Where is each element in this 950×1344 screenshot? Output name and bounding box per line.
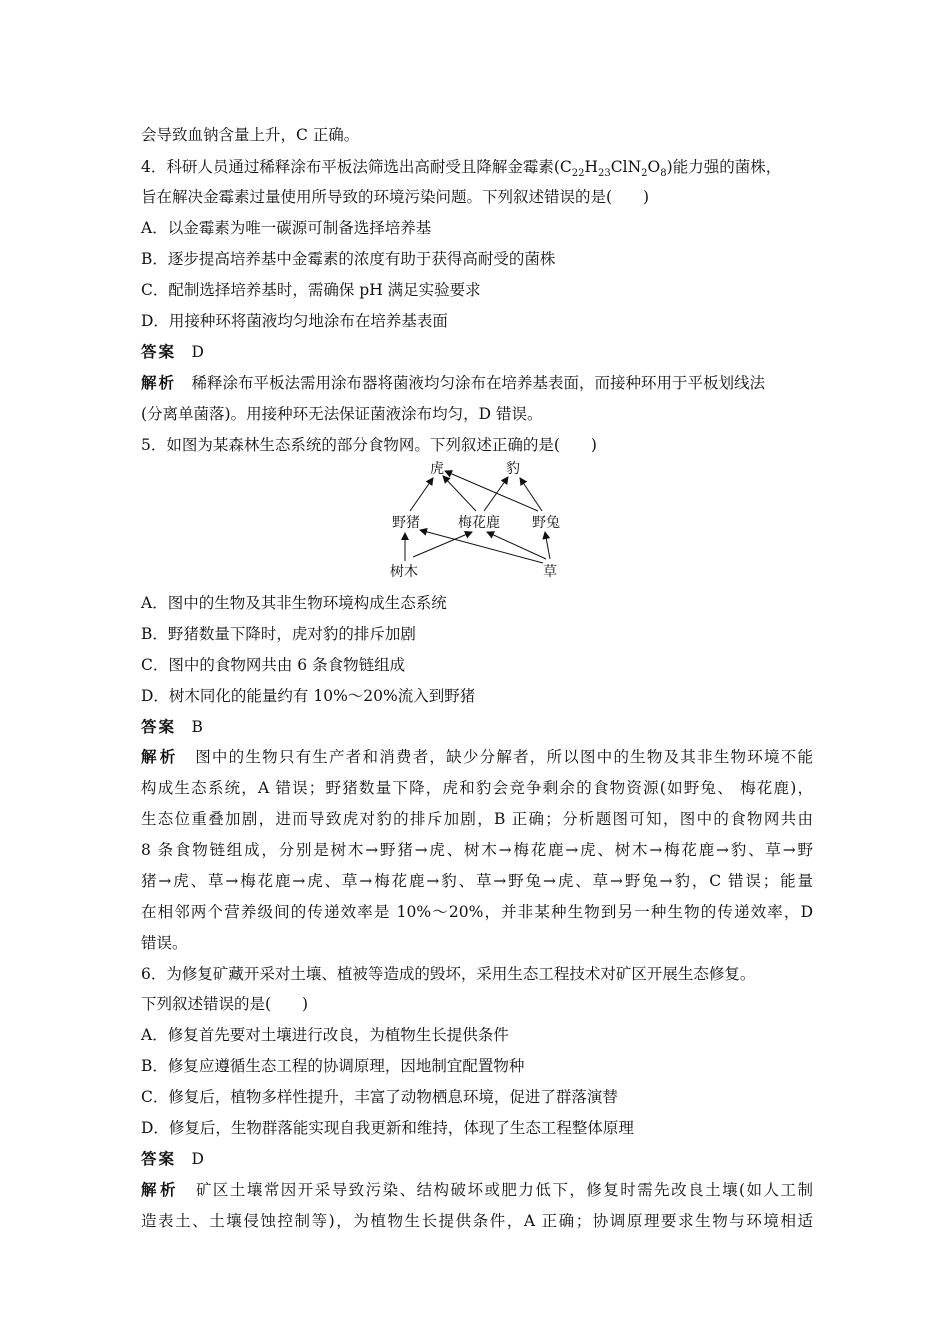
text-line: 构成生态系统，A 错误；野猪数量下降，虎和豹会竞争剩余的食物资源(如野兔、 梅花鹿)， <box>141 779 813 797</box>
explanation-label: 解析 <box>141 748 179 766</box>
subscript: 23 <box>598 168 611 180</box>
text-span: O <box>647 158 661 176</box>
arrow-boar-tiger <box>410 478 433 511</box>
answer-line <box>141 1148 813 1170</box>
subscript: 2 <box>641 168 648 180</box>
node-rabbit: 野兔 <box>532 515 560 531</box>
explanation-line <box>141 372 813 394</box>
text-span: ClN <box>610 158 642 176</box>
arrow-rabbit-tiger <box>445 471 538 511</box>
text-line: 会导致血钠含量上升，C 正确。 <box>141 126 360 144</box>
text-line: 8 条食物链组成，分别是树木→野猪→虎、树木→梅花鹿→虎、树木→梅花鹿→豹、草→野 <box>141 841 813 859</box>
text-span: 图中的生物只有生产者和消费者，缺少分解者，所以图中的生物及其非生物环境不能 <box>195 748 813 766</box>
option-a: A．图中的生物及其非生物环境构成生态系统 <box>141 594 447 612</box>
text-span: 稀释涂布平板法需用涂布器将菌液均匀涂布在培养基表面，而接种环用于平板划线法 <box>191 374 766 392</box>
option-c: C．修复后，植物多样性提升，丰富了动物栖息环境，促进了群落演替 <box>141 1088 618 1106</box>
option-d: D．树木同化的能量约有 10%～20%流入到野猪 <box>141 687 476 705</box>
answer-label: 答案 <box>141 718 177 736</box>
text-line: 下列叙述错误的是( ) <box>141 995 309 1013</box>
text-line: 生态位重叠加剧，进而导致虎对豹的排斥加剧，B 正确；分析题图可知，图中的食物网共由 <box>141 810 813 828</box>
text-line: 造表土、土壤侵蚀控制等)，为植物生长提供条件，A 正确；协调原理要求生物与环境相适 <box>141 1212 813 1230</box>
option-c: C．图中的食物网共由 6 条食物链组成 <box>141 656 406 674</box>
option-b: B．修复应遵循生态工程的协调原理，因地制宜配置物种 <box>141 1057 525 1075</box>
answer-line <box>141 341 813 363</box>
option-c: C．配制选择培养基时，需确保 pH 满足实验要求 <box>141 281 481 299</box>
node-grass: 草 <box>543 564 557 580</box>
question-5-stem: 5．如图为某森林生态系统的部分食物网。下列叙述正确的是( ) <box>141 436 597 454</box>
answer-value: D <box>191 343 204 361</box>
text-span: H <box>584 158 599 176</box>
answer-value: D <box>191 1150 204 1168</box>
text-span: )能力强的菌株， <box>666 158 782 176</box>
text-line: (分离单菌落)。用接种环无法保证菌液涂布均匀，D 错误。 <box>141 405 543 423</box>
node-leopard: 豹 <box>506 461 520 477</box>
node-tree: 树木 <box>390 564 418 580</box>
option-a: A．以金霉素为唯一碳源可制备选择培养基 <box>141 219 432 237</box>
food-web-diagram <box>380 453 570 583</box>
question-4-stem <box>141 156 813 178</box>
text-line: 猪→虎、草→梅花鹿→虎、草→梅花鹿→豹、草→野兔→虎、草→野兔→豹，C 错误；能量 <box>141 872 813 890</box>
arrow-grass-deer <box>487 532 546 559</box>
answer-line <box>141 716 813 738</box>
node-deer: 梅花鹿 <box>458 515 500 531</box>
text-line: 错误。 <box>141 934 188 952</box>
option-d: D．修复后，生物群落能实现自我更新和维持，体现了生态工程整体原理 <box>141 1119 634 1137</box>
arrow-rabbit-leopard <box>520 478 542 511</box>
option-b: B．逐步提高培养基中金霉素的浓度有助于获得高耐受的菌株 <box>141 250 556 268</box>
question-6-stem: 6．为修复矿藏开采对土壤、植被等造成的毁坏，采用生态工程技术对矿区开展生态修复。 <box>141 965 756 983</box>
subscript: 8 <box>660 168 667 180</box>
explanation-line <box>141 1179 813 1201</box>
arrow-grass-rabbit <box>545 532 550 559</box>
text-span: 4．科研人员通过稀释涂布平板法筛选出高耐受且降解金霉素(C <box>141 158 572 176</box>
explanation-label: 解析 <box>141 1181 179 1199</box>
answer-label: 答案 <box>141 1150 177 1168</box>
explanation-label: 解析 <box>141 374 177 392</box>
subscript: 22 <box>571 168 585 180</box>
text-line: 旨在解决金霉素过量使用所导致的环境污染问题。下列叙述错误的是( ) <box>141 188 650 206</box>
node-boar: 野猪 <box>392 515 420 531</box>
option-d: D．用接种环将菌液均匀地涂布在培养基表面 <box>141 312 448 330</box>
explanation-line <box>141 746 813 768</box>
option-a: A．修复首先要对土壤进行改良，为植物生长提供条件 <box>141 1026 509 1044</box>
answer-value: B <box>191 718 203 736</box>
arrow-deer-tiger <box>443 476 476 511</box>
text-line: 在相邻两个营养级间的传递效率是 10%～20%，并非某种生物到另一种生物的传递效率，D <box>141 903 813 921</box>
option-b: B．野猪数量下降时，虎对豹的排斥加剧 <box>141 625 416 643</box>
text-span: 矿区土壤常因开采导致污染、结构破坏或肥力低下，修复时需先改良土壤(如人工制 <box>195 1181 813 1199</box>
answer-label: 答案 <box>141 343 177 361</box>
arrow-deer-leopard <box>484 477 508 511</box>
node-tiger: 虎 <box>430 461 444 477</box>
